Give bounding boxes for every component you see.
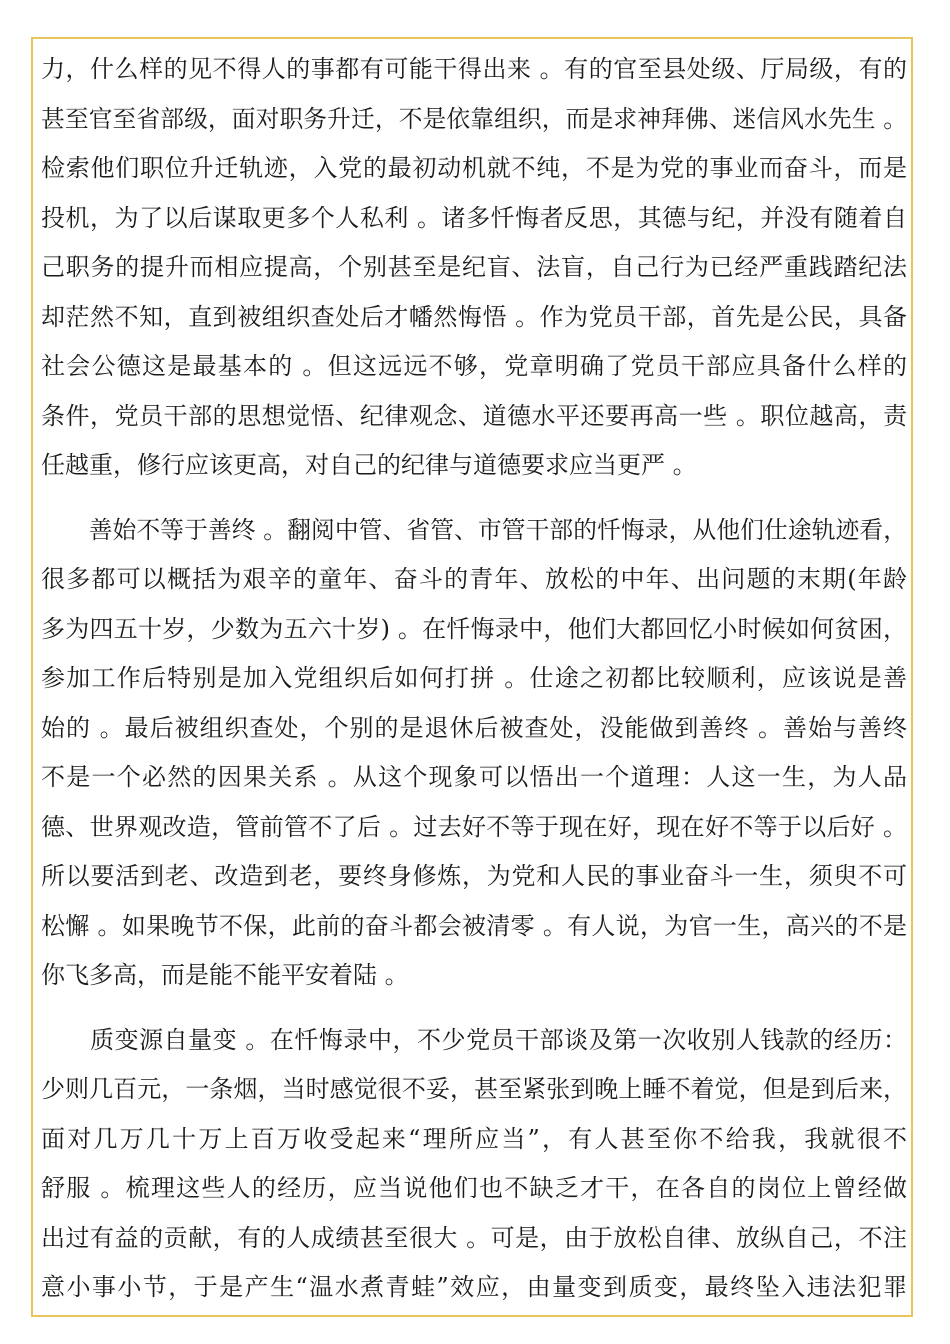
text-line: 条件，党员干部的思想觉悟、纪律观念、道德水平还要再高一些 。职位越高，责 (41, 401, 907, 430)
text-line: 德、世界观改造，管前管不了后 。过去好不等于现在好，现在好不等于以后好 。 (41, 812, 907, 841)
paragraph (41, 1016, 907, 1313)
text-line: 多为四五十岁，少数为五六十岁) 。在忏悔录中，他们大都回忆小时候如何贫困， (41, 614, 907, 643)
page-frame (31, 37, 913, 1317)
text-line: 力，什么样的见不得人的事都有可能干得出来 。有的官至县处级、厅局级，有的 (41, 55, 907, 83)
text-line: 你飞多高，而是能不能平安着陆 。 (41, 961, 409, 989)
text-line: 善始不等于善终 。翻阅中管、省管、市管干部的忏悔录，从他们仕途轨迹看， (41, 515, 907, 544)
paragraph-gap (41, 491, 907, 506)
text-line: 出过有益的贡献，有的人成绩甚至很大 。可是，由于放松自律、放纵自己，不注 (41, 1223, 907, 1252)
text-line: 意小事小节，于是产生“温水煮青蛙”效应，由量变到质变，最终坠入违法犯罪 (41, 1273, 907, 1301)
text-line: 始的 。最后被组织查处，个别的是退休后被查处，没能做到善终 。善始与善终 (41, 713, 907, 742)
text-line: 很多都可以概括为艰辛的童年、奋斗的青年、放松的中年、出问题的末期(年龄 (41, 565, 907, 593)
text-line: 面对几万几十万上百万收受起来“理所应当”，有人甚至你不给我，我就很不 (41, 1124, 907, 1153)
text-line: 松懈 。如果晚节不保，此前的奋斗都会被清零 。有人说，为官一生，高兴的不是 (41, 911, 907, 940)
text-line: 社会公德这是最基本的 。但这远远不够，党章明确了党员干部应具备什么样的 (41, 352, 907, 380)
paragraph-gap (41, 1001, 907, 1016)
text-line: 质变源自量变 。在忏悔录中，不少党员干部谈及第一次收别人钱款的经历： (41, 1025, 907, 1054)
text-line: 不是一个必然的因果关系 。从这个现象可以悟出一个道理：人这一生，为人品 (41, 763, 907, 791)
text-line: 投机，为了以后谋取更多个人私利 。诸多忏悔者反思，其德与纪，并没有随着自 (41, 203, 907, 232)
paragraph (41, 45, 907, 491)
text-line: 己职务的提升而相应提高，个别甚至是纪盲、法盲，自己行为已经严重践踏纪法 (41, 253, 907, 281)
text-line: 参加工作后特别是加入党组织后如何打拼 。仕途之初都比较顺利，应该说是善 (41, 664, 907, 692)
text-line: 舒服 。梳理这些人的经历，应当说他们也不缺乏才干，在各自的岗位上曾经做 (41, 1174, 907, 1202)
document-body (41, 45, 907, 1313)
text-line: 任越重，修行应该更高，对自己的纪律与道德要求应当更严 。 (41, 451, 697, 479)
paragraph (41, 506, 907, 1001)
text-line: 少则几百元，一条烟，当时感觉很不妥，甚至紧张到晚上睡不着觉，但是到后来， (41, 1075, 907, 1103)
text-line: 甚至官至省部级，面对职务升迁，不是依靠组织，而是求神拜佛、迷信风水先生 。 (41, 104, 907, 133)
text-line: 所以要活到老、改造到老，要终身修炼，为党和人民的事业奋斗一生，须臾不可 (41, 862, 907, 890)
text-line: 却茫然不知，直到被组织查处后才幡然悔悟 。作为党员干部，首先是公民，具备 (41, 302, 907, 331)
text-line: 检索他们职位升迁轨迹，入党的最初动机就不纯，不是为党的事业而奋斗，而是 (41, 154, 907, 182)
